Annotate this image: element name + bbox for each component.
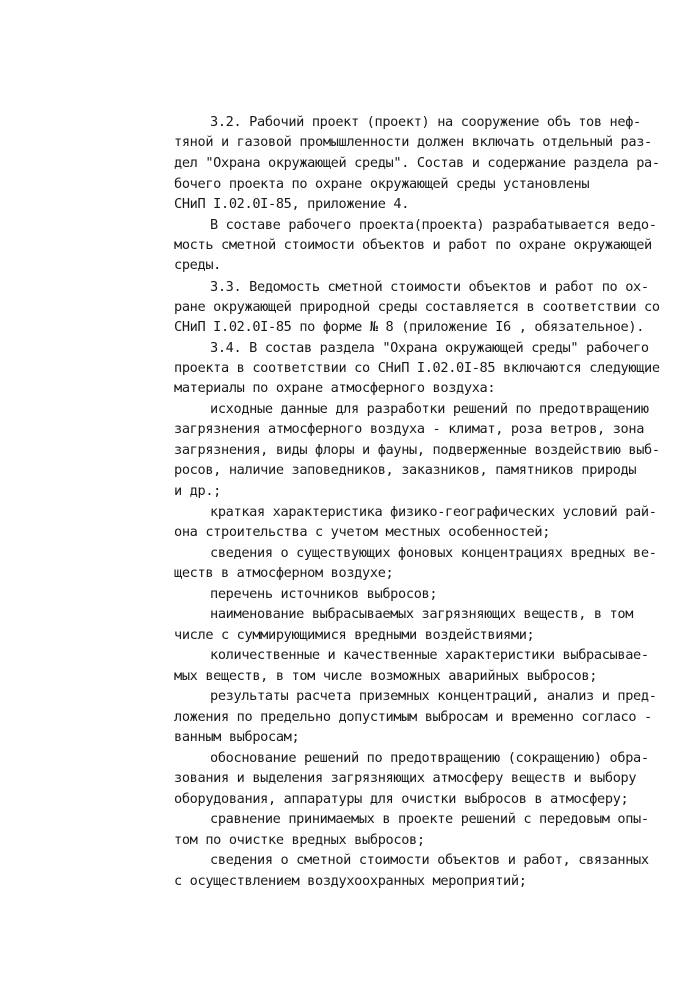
- text-line: бочего проекта по охране окружающей среды установлены: [174, 176, 590, 192]
- text-line: среды.: [174, 257, 222, 273]
- text-line: 3.4. В состав раздела "Охрана окружающей среды" рабочего: [210, 340, 649, 356]
- text-line: росов, наличие заповедников, заказников, памятников природы: [174, 462, 637, 478]
- text-line: количественные и качественные характеристики выбрасывае-: [210, 647, 649, 663]
- text-line: исходные данные для разработки решений по предотвращению: [210, 401, 649, 417]
- text-line: тяной и газовой промышленности должен включать отдельный раз-: [174, 134, 652, 150]
- text-line: ществ в атмосферном воздухе;: [174, 565, 394, 581]
- text-line: перечень источников выбросов;: [210, 586, 438, 602]
- text-line: с осуществлением воздухоохранных мероприятий;: [174, 873, 527, 889]
- text-line: наименование выбрасываемых загрязняющих веществ, в том: [210, 606, 634, 622]
- text-line: том по очистке вредных выбросов;: [174, 832, 425, 848]
- text-line: загрязнения, виды флоры и фауны, подверженные воздействию выб-: [174, 442, 660, 458]
- text-line: дел "Охрана окружающей среды". Состав и содержание раздела ра-: [174, 155, 660, 171]
- text-line: 3.2. Рабочий проект (проект) на сооружение объ тов неф-: [210, 114, 641, 130]
- text-line: проекта в соответствии со СНиП I.02.0I-85 включаются следующие: [174, 360, 660, 376]
- text-line: 3.3. Ведомость сметной стоимости объектов и работ по ох-: [210, 279, 649, 295]
- text-line: СНиП I.02.0I-85 по форме № 8 (приложение I6 , обязательное).: [174, 319, 645, 335]
- text-line: ложения по предельно допустимым выбросам и временно согласо -: [174, 709, 652, 725]
- text-line: краткая характеристика физико-географических условий рай-: [210, 504, 657, 520]
- text-line: сведения о существующих фоновых концентрациях вредных ве-: [210, 545, 657, 561]
- text-line: В составе рабочего проекта(проекта) разрабатывается ведо-: [210, 217, 657, 233]
- text-line: оборудования, аппаратуры для очистки выбросов в атмосферу;: [174, 791, 629, 807]
- text-line: мость сметной стоимости объектов и работ по охране окружающей: [174, 237, 652, 253]
- text-line: обоснование решений по предотвращению (сокращению) обра-: [210, 750, 649, 766]
- text-line: СНиП I.02.0I-85, приложение 4.: [174, 196, 410, 212]
- text-line: загрязнения атмосферного воздуха - климат, роза ветров, зона: [174, 421, 645, 437]
- text-line: ране окружающей природной среды составляется в соответствии со: [174, 299, 660, 315]
- text-line: сведения о сметной стоимости объектов и работ, связанных: [210, 852, 649, 868]
- text-line: мых веществ, в том числе возможных аварийных выбросов;: [174, 668, 598, 684]
- text-line: числе с суммирующимися вредными воздействиями;: [174, 627, 535, 643]
- text-line: зования и выделения загрязняющих атмосферу веществ и выбору: [174, 770, 637, 786]
- text-line: она строительства с учетом местных особенностей;: [174, 524, 551, 540]
- text-line: ванным выбросам;: [174, 729, 300, 745]
- text-line: результаты расчета приземных концентраций, анализ и пред-: [210, 688, 657, 704]
- text-line: и др.;: [174, 483, 222, 499]
- text-line: материалы по охране атмосферного воздуха:: [174, 380, 496, 396]
- text-line: сравнение принимаемых в проекте решений с передовым опы-: [210, 811, 649, 827]
